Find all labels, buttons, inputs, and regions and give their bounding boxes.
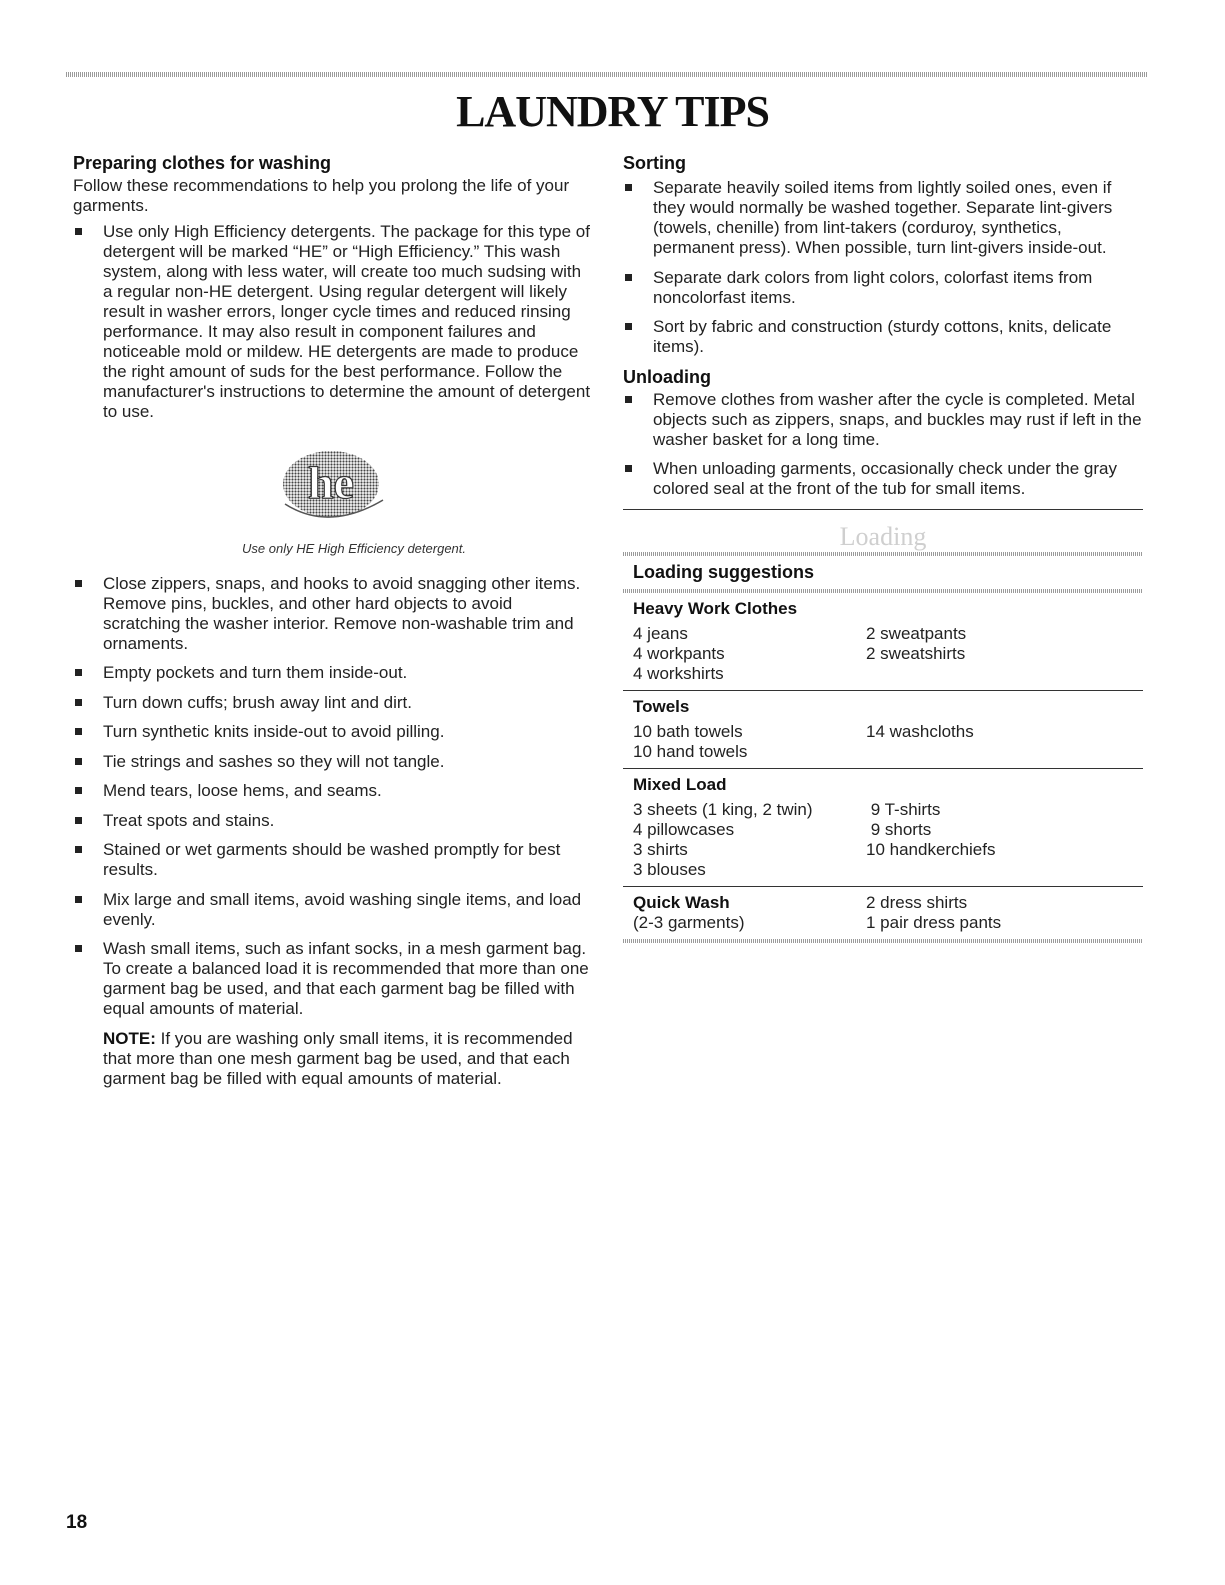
list-item: [73, 752, 593, 772]
bullet-icon: [625, 184, 632, 191]
note-text: If you are washing only small items, it is recommended that more than one mesh garment bag be used, and that each garment bag be filled with equal amounts of material.: [103, 1028, 573, 1088]
list-item: [623, 268, 1143, 308]
list-item-text: When unloading garments, occasionally check under the gray colored seal at the front of the tub for small items.: [653, 459, 1117, 498]
list-item: [623, 317, 1143, 357]
dotted-rule: [623, 939, 1143, 943]
bullet-icon: [625, 323, 632, 330]
load-item: 10 bath towels: [633, 721, 743, 741]
list-item-text: Turn down cuffs; brush away lint and dirt.: [103, 692, 412, 712]
left-column: [73, 153, 593, 1089]
list-item-text: Separate dark colors from light colors, colorfast items from noncolorfast items.: [653, 267, 1093, 307]
he-logo-caption: Use only HE High Efficiency detergent.: [242, 540, 466, 556]
preparing-list: [73, 574, 593, 1020]
list-item: [73, 222, 593, 422]
bullet-icon: [75, 728, 82, 735]
load-group-col-a: [633, 624, 866, 684]
load-item: 10 hand towels: [633, 741, 748, 761]
list-item: [623, 178, 1143, 258]
list-item: [73, 722, 593, 742]
sorting-heading: Sorting: [623, 153, 686, 173]
list-item: [73, 574, 593, 654]
top-dotted-rule: [66, 72, 1148, 77]
list-item-text: Close zippers, snaps, and hooks to avoid snagging other items. Remove pins, buckles, and other hard objects to avoid scratching the washer interior. Remove non-washable trim and ornaments.: [103, 573, 581, 653]
unloading-heading: Unloading: [623, 366, 711, 387]
bullet-icon: [75, 669, 82, 676]
bullet-icon: [75, 846, 82, 853]
loading-title: Loading: [839, 521, 927, 551]
load-item: 10 handkerchiefs: [866, 839, 996, 859]
load-group-col-b: [866, 800, 995, 880]
preparing-intro: Follow these recommendations to help you prolong the life of your garments.: [73, 176, 570, 215]
page-number: 18: [66, 1512, 88, 1533]
bullet-icon: [75, 758, 82, 765]
load-group-subtitle: (2-3 garments): [633, 912, 745, 932]
unloading-list: [623, 390, 1143, 500]
note-paragraph: [73, 1029, 593, 1089]
load-group-heavy: [623, 593, 1143, 690]
load-item: 3 sheets (1 king, 2 twin): [633, 799, 813, 819]
sorting-list: [623, 178, 1143, 357]
bullet-icon: [625, 274, 632, 281]
bullet-icon: [75, 896, 82, 903]
load-group-col-b: [866, 893, 1001, 933]
list-item: [73, 811, 593, 831]
preparing-first-list: [73, 222, 593, 422]
list-item-text: Treat spots and stains.: [103, 810, 275, 830]
load-item: 4 jeans: [633, 623, 688, 643]
list-item: [73, 693, 593, 713]
list-item: [623, 459, 1143, 499]
page-title: LAUNDRY TIPS: [456, 87, 769, 136]
load-group-towels: [623, 690, 1143, 768]
load-group-quick: [623, 886, 1143, 939]
note-label: NOTE:: [103, 1028, 156, 1048]
load-item: 4 workpants: [633, 643, 725, 663]
list-item-text: Use only High Efficiency detergents. The package for this type of detergent will be marked “HE” or “High Efficiency.” This wash system, along with less water, will create too much sudsing with a regular non-HE detergent. Using regular detergent will likely result in washer errors, longer cycle times and reduced rinsing performance. It may also result in component failures and noticeable mold or mildew. HE detergents are made to produce the right amount of suds for the best performance. Follow the manufacturer's instructions to determine the amount of detergent to use.: [103, 222, 591, 421]
list-item-text: Mix large and small items, avoid washing single items, and load evenly.: [103, 889, 582, 929]
bullet-icon: [625, 465, 632, 472]
list-item-text: Stained or wet garments should be washed promptly for best results.: [103, 840, 561, 879]
load-group-title: Mixed Load: [633, 774, 727, 794]
load-item: 3 blouses: [633, 859, 706, 879]
load-group-col-b: [866, 722, 974, 762]
load-group-title: Quick Wash: [633, 892, 730, 912]
load-item: 4 pillowcases: [633, 819, 735, 839]
bullet-icon: [625, 396, 632, 403]
load-item: 9 T-shirts: [866, 799, 941, 819]
he-logo-icon: [279, 448, 391, 526]
load-item: 9 shorts: [866, 819, 932, 839]
list-item: [73, 840, 593, 880]
bullet-icon: [75, 787, 82, 794]
load-group-col-b: [866, 624, 966, 684]
load-item: 1 pair dress pants: [866, 912, 1002, 932]
preparing-heading: Preparing clothes for washing: [73, 153, 332, 173]
load-item: 2 sweatpants: [866, 623, 967, 643]
list-item: [73, 781, 593, 801]
load-group-title: Heavy Work Clothes: [633, 598, 798, 618]
list-item: [73, 939, 593, 1019]
list-item: [623, 390, 1143, 450]
list-item: [73, 890, 593, 930]
list-item-text: Empty pockets and turn them inside-out.: [103, 663, 408, 682]
load-group-col-a: [633, 800, 866, 880]
bullet-icon: [75, 817, 82, 824]
he-logo-text: he: [308, 456, 354, 508]
list-item-text: Separate heavily soiled items from lightly soiled ones, even if they would normally be washed together. Separate lint-givers (towels, chenille) from lint-takers (corduroy, synthetics, permanent press). When possible, turn lint-givers inside-out.: [653, 178, 1113, 257]
he-logo-area: [73, 432, 593, 537]
load-group-title: Towels: [633, 696, 690, 716]
load-item: 4 workshirts: [633, 663, 724, 683]
list-item-text: Sort by fabric and construction (sturdy cottons, knits, delicate items).: [653, 317, 1112, 356]
bullet-icon: [75, 228, 82, 235]
section-divider: [623, 509, 1143, 510]
bullet-icon: [75, 945, 82, 952]
list-item-text: Tie strings and sashes so they will not tangle.: [103, 751, 445, 771]
loading-suggestions-heading: Loading suggestions: [633, 561, 815, 582]
load-item: 14 washcloths: [866, 721, 974, 741]
bullet-icon: [75, 699, 82, 706]
bullet-icon: [75, 580, 82, 587]
list-item: [73, 663, 593, 683]
load-item: 3 shirts: [633, 839, 688, 859]
load-item: 2 sweatshirts: [866, 643, 966, 663]
load-group-mixed: [623, 768, 1143, 886]
list-item-text: Mend tears, loose hems, and seams.: [103, 781, 382, 800]
list-item-text: Remove clothes from washer after the cycle is completed. Metal objects such as zippers, snaps, and buckles may rust if left in the washer basket for a long time.: [653, 389, 1142, 449]
right-column: [623, 153, 1143, 943]
list-item-text: Turn synthetic knits inside-out to avoid pilling.: [103, 722, 445, 741]
load-group-col-a: [633, 722, 866, 762]
list-item-text: Wash small items, such as infant socks, in a mesh garment bag. To create a balanced load it is recommended that more than one garment bag be used, and that each garment bag be filled with equal amounts of material.: [103, 939, 589, 1018]
load-item: 2 dress shirts: [866, 892, 968, 912]
